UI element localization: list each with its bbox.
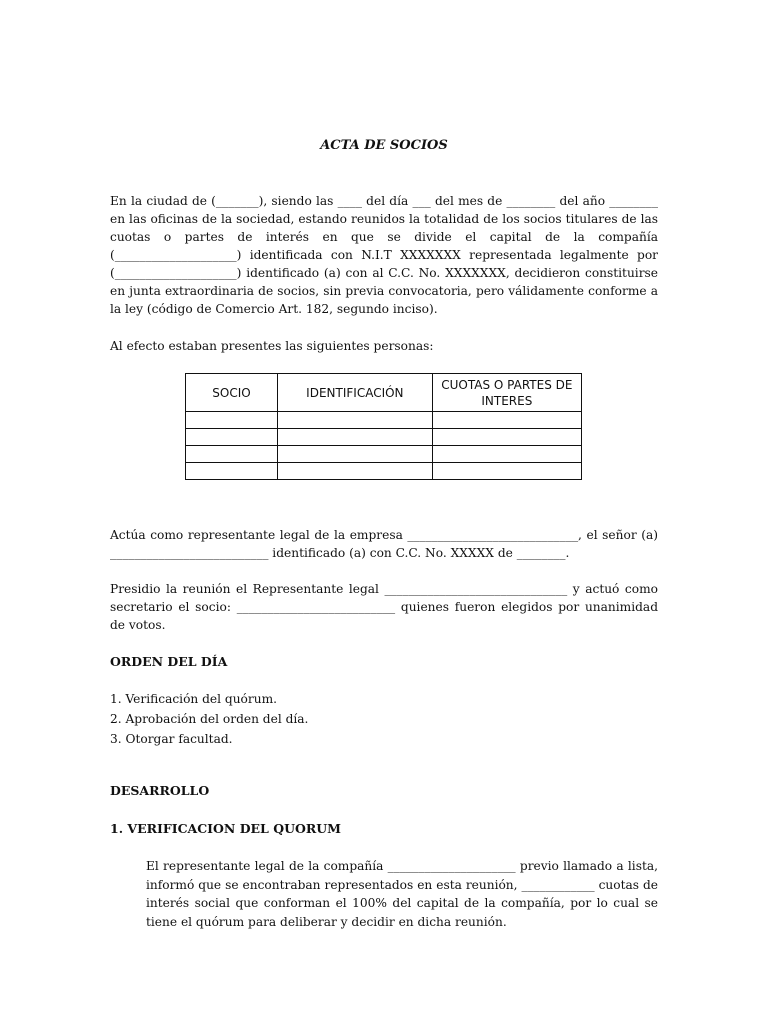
- attendees-intro: Al efecto estaban presentes las siguientes personas:: [110, 339, 434, 353]
- table-cell: [186, 463, 278, 480]
- table-cell: [432, 429, 581, 446]
- header-identificacion: IDENTIFICACIÓN: [277, 374, 432, 412]
- table-cell: [277, 463, 432, 480]
- header-cuotas: CUOTAS O PARTES DE INTERES: [432, 374, 581, 412]
- quorum-paragraph: El representante legal de la compañía _____________________ previo llamado a lista, informó que se encontraban representados en esta reunión, ____________ cuotas de interés social que conforman el 100% del capital de la compañía, por lo cual se tiene el quórum para deliberar y decidir en dicha reunión.: [146, 859, 658, 929]
- quorum-section-heading: 1. VERIFICACION DEL QUORUM: [110, 821, 342, 836]
- document-title: ACTA DE SOCIOS: [320, 138, 448, 153]
- table-cell: [432, 412, 581, 429]
- table-row: [186, 463, 582, 480]
- table-row: [186, 412, 582, 429]
- table-cell: [186, 412, 278, 429]
- table-cell: [186, 429, 278, 446]
- table-cell: [277, 446, 432, 463]
- list-item: 2. Aprobación del orden del día.: [110, 712, 309, 726]
- development-heading: DESARROLLO: [110, 783, 210, 798]
- table-cell: [277, 412, 432, 429]
- opening-paragraph: En la ciudad de (_______), siendo las ____ del día ___ del mes de ________ del año ________ en las oficinas de la sociedad, estando reunidos la totalidad de los socios titulares de las cuotas o partes de interés en que se divide el capital de la compañía (____________________) identificada con N.I.T XXXXXXX representada legalmente por (____________________) identificado (a) con al C.C. No. XXXXXXX, decidieron constituirse en junta extraordinaria de socios, sin previa convocatoria, pero válidamente conforme a la ley (código de Comercio Art. 182, segundo inciso).: [110, 194, 658, 316]
- table-row: [186, 446, 582, 463]
- legal-representative-paragraph: Actúa como representante legal de la empresa ____________________________, el señor (a) __________________________ identificado (a) con C.C. No. XXXXX de ________.: [110, 528, 658, 560]
- partners-table: [185, 373, 582, 480]
- list-item: 3. Otorgar facultad.: [110, 732, 233, 746]
- meeting-chair-paragraph: Presidio la reunión el Representante legal ______________________________ y actuó como secretario el socio: __________________________ quienes fueron elegidos por unanimidad de votos.: [110, 582, 658, 632]
- table-row: [186, 429, 582, 446]
- header-socio: SOCIO: [186, 374, 278, 412]
- table-cell: [432, 463, 581, 480]
- table-cell: [186, 446, 278, 463]
- list-item: 1. Verificación del quórum.: [110, 692, 278, 706]
- agenda-heading: ORDEN DEL DÍA: [110, 654, 228, 669]
- agenda-list: [110, 689, 308, 749]
- table-cell: [432, 446, 581, 463]
- partners-table-header: [186, 374, 582, 412]
- table-cell: [277, 429, 432, 446]
